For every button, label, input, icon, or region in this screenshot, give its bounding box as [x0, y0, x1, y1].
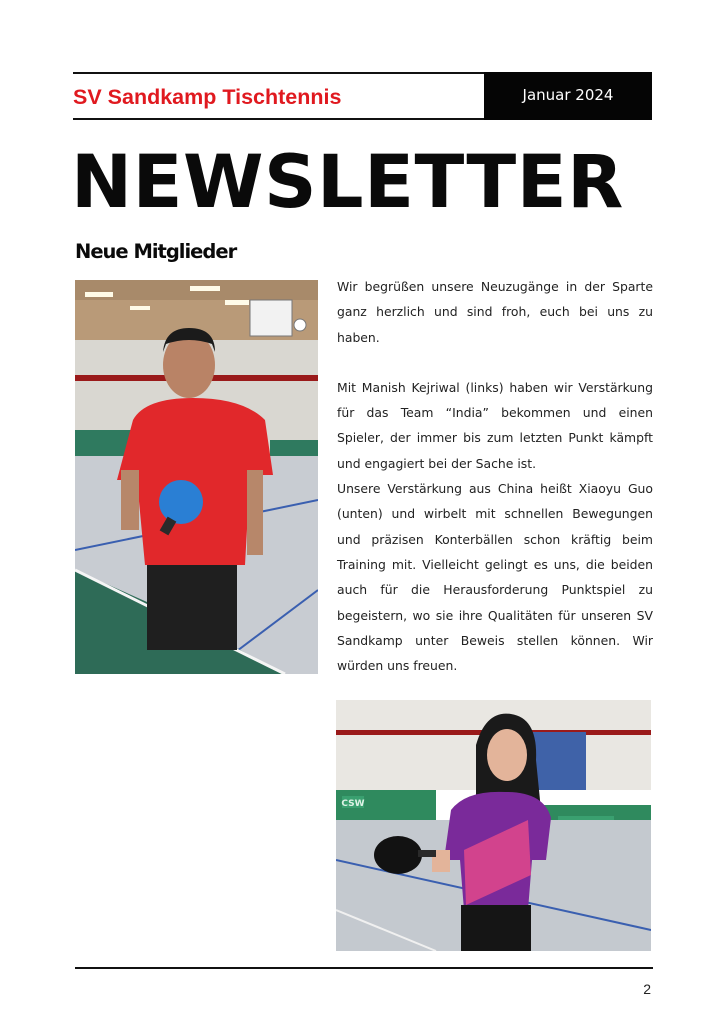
- header-bar: [73, 72, 651, 120]
- photo-manish: [75, 280, 318, 674]
- footer-divider: [75, 967, 653, 969]
- barrier-banner-small: CSW: [341, 799, 365, 809]
- paragraph-manish: Mit Manish Kejriwal (links) haben wir Verstärkung für das Team “India” bekommen und einen Spieler, der immer bis zum letzten Punkt kämpft und engagiert bei der Sache ist.: [337, 379, 653, 471]
- paragraph-xiaoyu: Unsere Verstärkung aus China heißt Xiaoyu Guo (unten) und wirbelt mit schnellen Bewegungen und präzisen Konterbällen schon kräftig beim Training mit. Vielleicht gelingt es uns, die beiden auch für die Herausforderung Punktspiel zu begeistern, wo sie ihre Qualitäten für unseren SV Sandkamp unter Beweis stellen können. Wir würden uns freuen.: [337, 481, 653, 674]
- photo-xiaoyu: [336, 700, 651, 951]
- issue-date: Januar 2024: [484, 72, 652, 120]
- article-text: [337, 274, 653, 678]
- section-heading: Neue Mitglieder: [75, 240, 237, 263]
- paragraph-welcome: Wir begrüßen unsere Neuzugänge in der Sparte ganz herzlich und sind froh, euch bei uns zu haben.: [337, 279, 653, 345]
- club-name: SV Sandkamp Tischtennis: [73, 85, 342, 109]
- page-number: 2: [643, 981, 651, 997]
- newsletter-title: NEWSLETTER: [71, 140, 624, 225]
